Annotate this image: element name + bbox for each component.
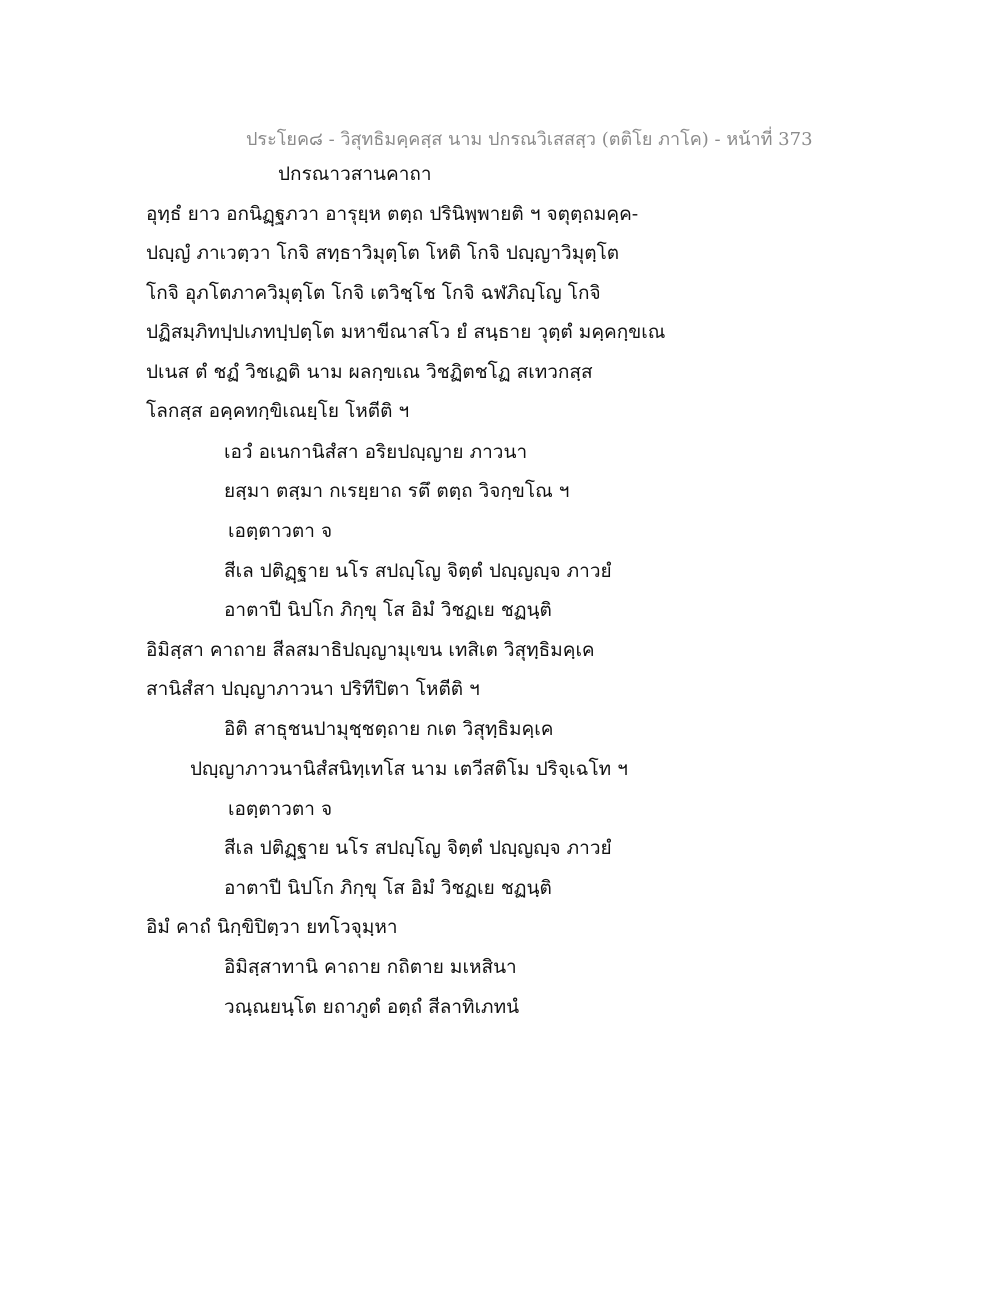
text-line: ปเนส ตํ ชฏํ วิชเฏติ นาม ผลกฺขเณ วิชฏิตชโฏ สเทวกสฺส [146,361,593,383]
verse-line: อาตาปี นิปโก ภิกฺขุ โส อิมํ วิชฏเย ชฏนฺติ [224,877,552,899]
verse-line: อิมิสฺสาทานิ คาถาย กถิตาย มเหสินา [224,956,517,978]
colophon-line: ปญฺญาภาวนานิสํสนิทฺเทโส นาม เตวีสติโม ปริจฺเฉโท ฯ [190,758,628,780]
verse-line: วณฺณยนฺโต ยถาภูตํ อตฺถํ สีลาทิเภทนํ [224,996,520,1018]
text-line: อุทฺธํ ยาว อกนิฏฺฐภวา อารุยฺห ตตฺถ ปรินิพฺพายติ ฯ จตุตฺถมคฺค- [146,203,639,225]
section-title: ปกรณาวสานคาถา [278,163,432,185]
text-line: ปฏิสมฺภิทปฺปเภทปฺปตฺโต มหาขีณาสโว ยํ สนฺธาย วุตฺตํ มคฺคกฺขเณ [146,321,666,343]
text-line: อิมํ คาถํ นิกฺขิปิตฺวา ยทโวจุมฺหา [146,916,398,938]
verse-line: เอตฺตาวตา จ [228,520,333,542]
running-head: ประโยค๘ - วิสุทธิมคฺคสฺส นาม ปกรณวิเสสสฺว (ตติโย ภาโค) - หน้าที่ 373 [246,129,813,150]
text-line: สานิสํสา ปญฺญาภาวนา ปริทีปิตา โหตีติ ฯ [146,678,480,700]
verse-line: สีเล ปติฏฺฐาย นโร สปญฺโญ จิตฺตํ ปญฺญญฺจ ภาวยํ [224,560,612,582]
verse-line: ยสฺมา ตสฺมา กเรยฺยาถ รตึ ตตฺถ วิจกฺขโณ ฯ [224,480,570,502]
text-line: โกจิ อุภโตภาควิมุตฺโต โกจิ เตวิชฺโช โกจิ ฉฬภิญฺโญ โกจิ [146,282,601,304]
colophon-line: อิติ สาธุชนปามุชฺชตฺถาย กเต วิสุทฺธิมคฺเค [224,718,554,740]
verse-line: สีเล ปติฏฺฐาย นโร สปญฺโญ จิตฺตํ ปญฺญญฺจ ภาวยํ [224,837,612,859]
verse-line: เอวํ อเนกานิสํสา อริยปญฺญาย ภาวนา [224,441,528,463]
text-line: อิมิสฺสา คาถาย สีลสมาธิปญฺญามุเขน เทสิเต วิสุทฺธิมคฺเค [146,639,595,661]
text-line: ปญฺญํ ภาเวตฺวา โกจิ สทฺธาวิมุตฺโต โหติ โกจิ ปญฺญาวิมุตฺโต [146,242,620,264]
verse-line: เอตฺตาวตา จ [228,798,333,820]
text-line: โลกสฺส อคฺคทกฺขิเณยฺโย โหตีติ ฯ [146,400,410,422]
verse-line: อาตาปี นิปโก ภิกฺขุ โส อิมํ วิชฏเย ชฏนฺติ [224,599,552,621]
